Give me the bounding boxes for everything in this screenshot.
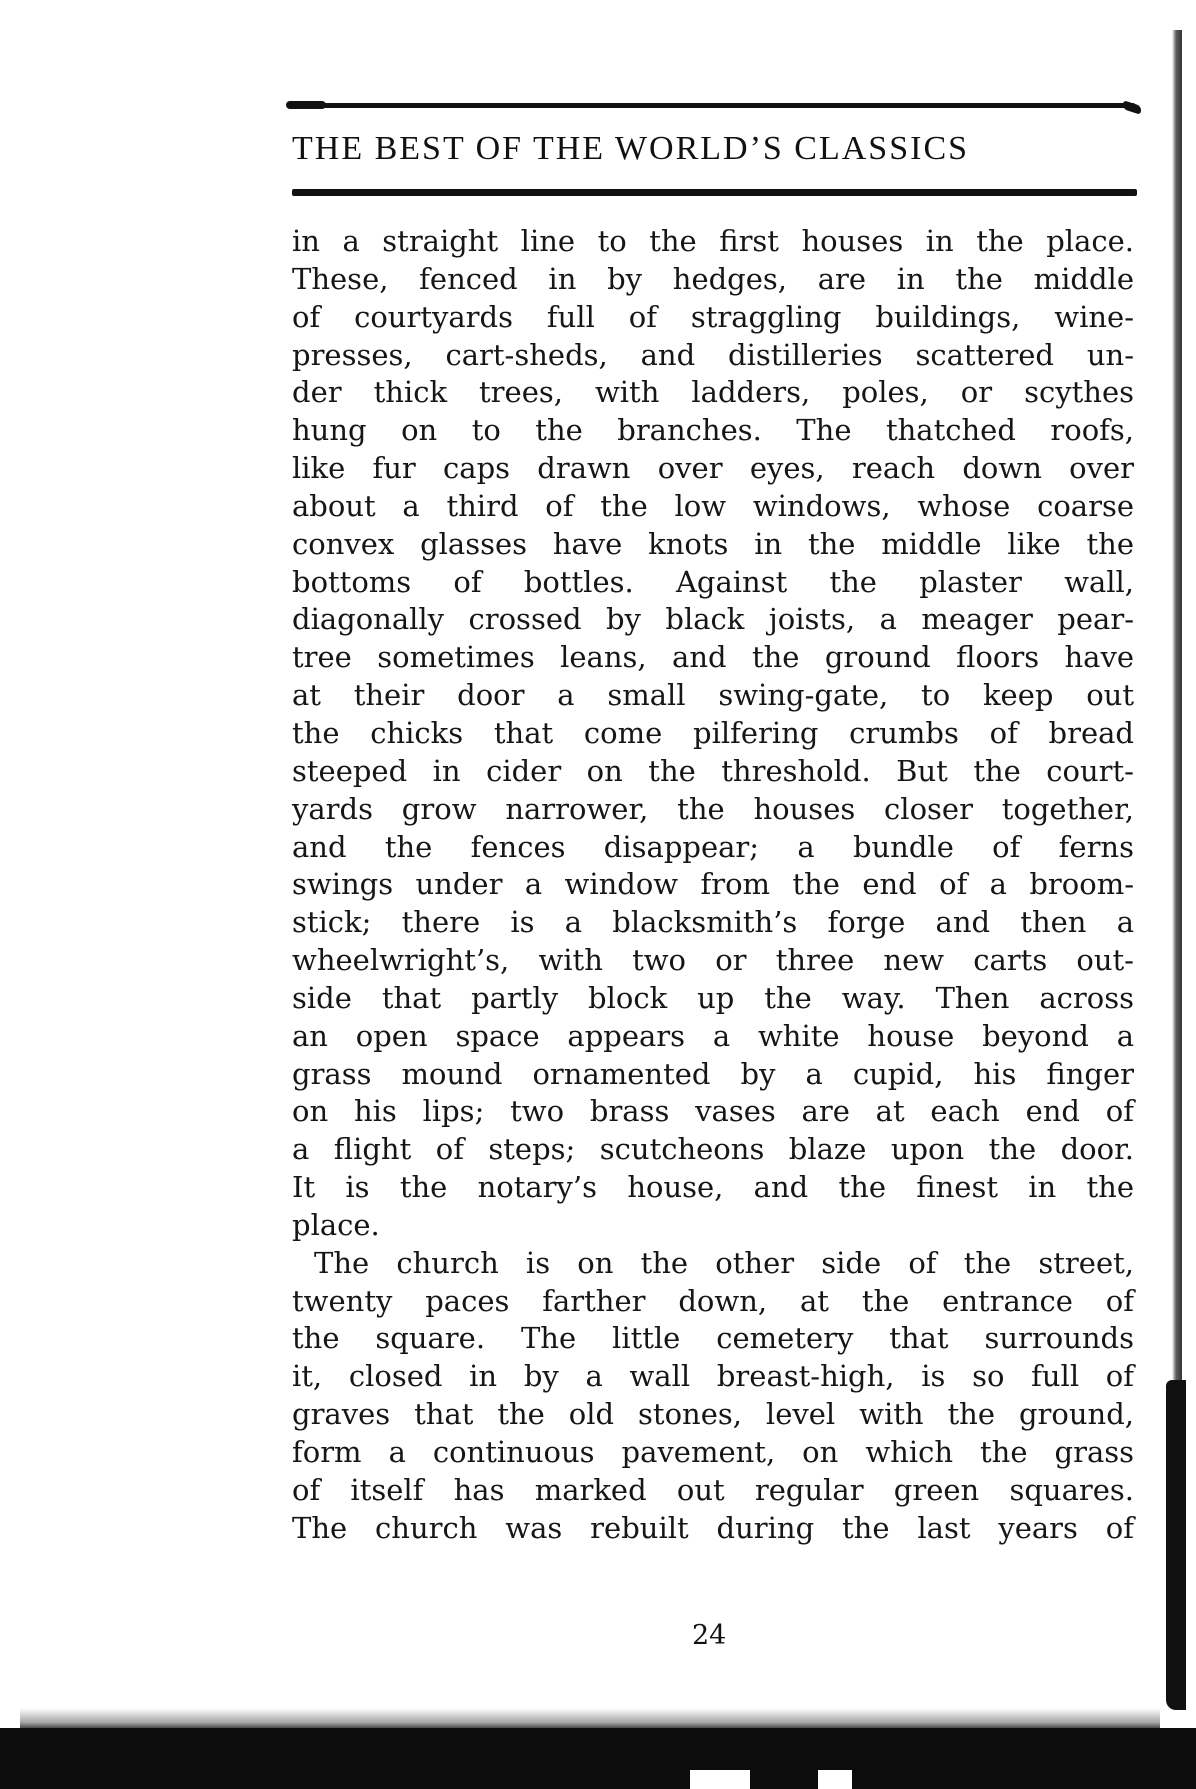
running-head: THE BEST OF THE WORLD’S CLASSICS	[292, 130, 970, 167]
text-line: diagonally crossed by black joists, a meager pear-	[292, 602, 1134, 637]
text-line: yards grow narrower, the houses closer together,	[292, 791, 1134, 826]
text-line: presses, cart-sheds, and distilleries scattered un-	[292, 337, 1134, 372]
text-line: twenty paces farther down, at the entrance of	[292, 1283, 1134, 1318]
text-line: bottoms of bottles. Against the plaster wall,	[292, 564, 1134, 599]
text-line: like fur caps drawn over eyes, reach down over	[292, 451, 1134, 486]
top-rule	[292, 103, 1135, 108]
head-underline-rule	[292, 189, 1137, 196]
page-edge-shadow-bottom	[0, 1728, 1196, 1789]
text-line: steeped in cider on the threshold. But the court-	[292, 753, 1134, 788]
body-text	[292, 223, 1134, 1548]
text-line: at their door a small swing-gate, to keep out	[292, 678, 1134, 713]
text-line: about a third of the low windows, whose coarse	[292, 488, 1134, 523]
text-line: hung on to the branches. The thatched roofs,	[292, 413, 1134, 448]
text-line: swings under a window from the end of a broom-	[292, 867, 1134, 902]
text-line: der thick trees, with ladders, poles, or scythes	[292, 375, 1134, 410]
text-line: of courtyards full of straggling buildings, wine-	[292, 299, 1134, 334]
text-line: a flight of steps; scutcheons blaze upon the door.	[292, 1132, 1134, 1167]
paragraph-start-line: The church is on the other side of the street,	[314, 1245, 1134, 1280]
text-line: The church was rebuilt during the last years of	[292, 1510, 1134, 1545]
text-line: an open space appears a white house beyond a	[292, 1018, 1134, 1053]
text-line: it, closed in by a wall breast-high, is so full of	[292, 1359, 1134, 1394]
page-number: 24	[692, 1620, 727, 1651]
text-line: wheelwright’s, with two or three new carts out-	[292, 943, 1134, 978]
text-line: graves that the old stones, level with the ground,	[292, 1397, 1134, 1432]
text-line: It is the notary’s house, and the finest in the	[292, 1170, 1134, 1205]
text-line: in a straight line to the first houses in the place.	[292, 224, 1134, 258]
text-line: tree sometimes leans, and the ground floors have	[292, 640, 1134, 675]
text-line: side that partly block up the way. Then across	[292, 980, 1134, 1015]
text-line: on his lips; two brass vases are at each end of	[292, 1094, 1134, 1129]
scan-gap	[690, 1770, 750, 1789]
text-line: convex glasses have knots in the middle like the	[292, 526, 1134, 561]
page-edge-shadow-corner	[1166, 1380, 1186, 1710]
text-line: grass mound ornamented by a cupid, his finger	[292, 1056, 1134, 1091]
text-line: stick; there is a blacksmith’s forge and then a	[292, 905, 1134, 940]
paragraph-end-line: place.	[292, 1207, 380, 1242]
text-line: form a continuous pavement, on which the grass	[292, 1435, 1134, 1469]
text-line: and the fences disappear; a bundle of ferns	[292, 829, 1134, 864]
text-line: the square. The little cemetery that surrounds	[292, 1321, 1134, 1356]
text-line: These, fenced in by hedges, are in the middle	[292, 261, 1134, 296]
text-line: the chicks that come pilfering crumbs of bread	[292, 715, 1134, 750]
scan-gap	[818, 1770, 852, 1789]
text-line: of itself has marked out regular green squares.	[292, 1472, 1134, 1507]
